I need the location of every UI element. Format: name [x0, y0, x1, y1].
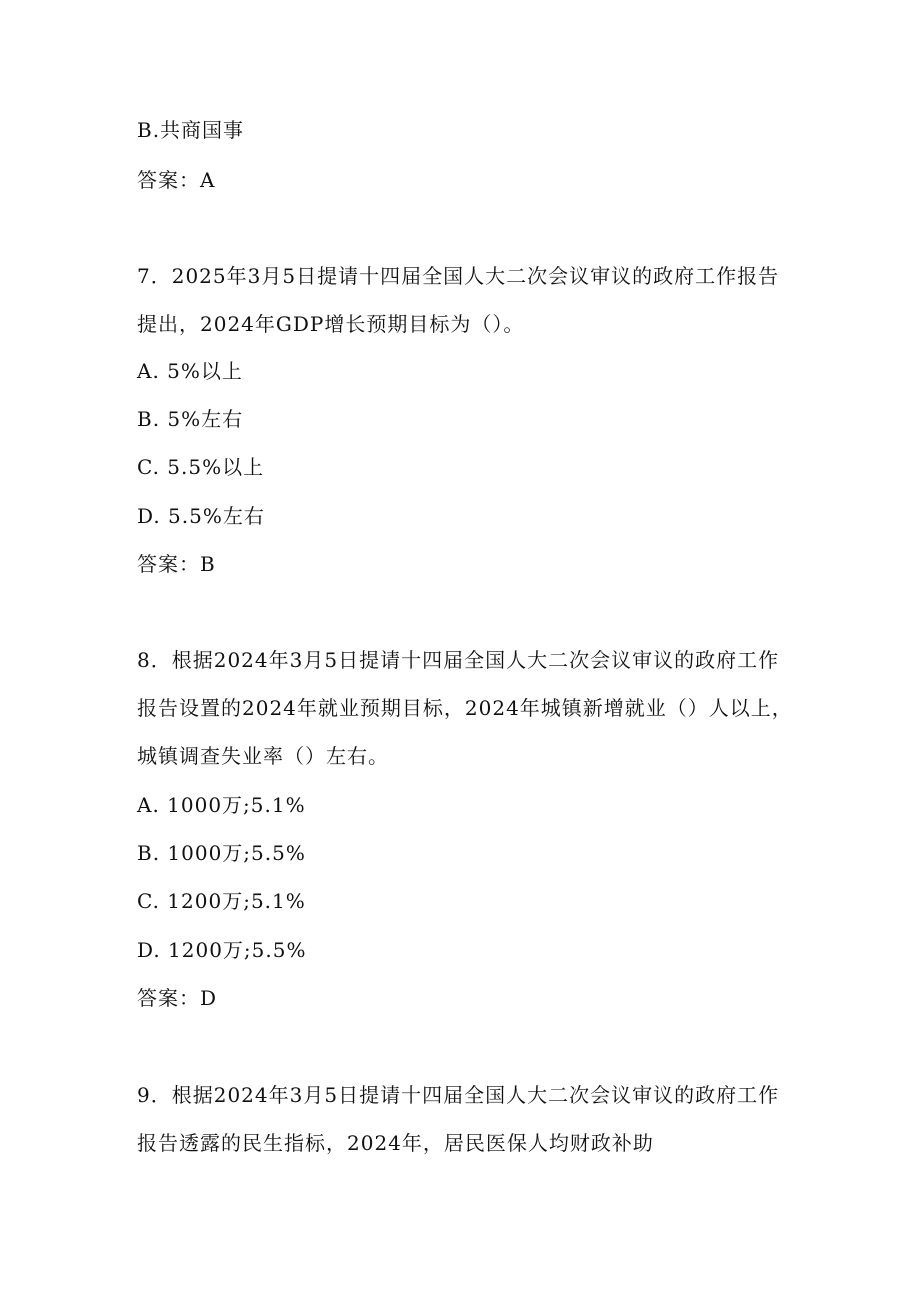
- q8-stem-line1: 8．根据2024年3月5日提请十四届全国人大二次会议审议的政府工作: [137, 648, 780, 672]
- q8-stem-line2: 报告设置的2024年就业预期目标，2024年城镇新增就业（）人以上，: [137, 696, 793, 720]
- q7-stem-line2: 提出，2024年GDP增长预期目标为（）。: [137, 312, 525, 336]
- q7-option-d: D. 5.5%左右: [137, 504, 265, 528]
- q8-stem-line3: 城镇调查失业率（）左右。: [137, 744, 389, 768]
- q9-stem-line1: 9．根据2024年3月5日提请十四届全国人大二次会议审议的政府工作: [137, 1083, 780, 1107]
- q8-option-d: D. 1200万;5.5%: [137, 938, 307, 962]
- prev-option-b: B.共商国事: [137, 118, 245, 142]
- q8-option-a: A. 1000万;5.1%: [137, 793, 306, 817]
- q7-option-b: B. 5%左右: [137, 407, 244, 431]
- q9-stem-line2: 报告透露的民生指标，2024年，居民医保人均财政补助: [137, 1131, 654, 1155]
- q8-option-c: C. 1200万;5.1%: [137, 889, 306, 913]
- prev-answer: 答案：A: [137, 168, 216, 192]
- q7-stem-line1: 7．2025年3月5日提请十四届全国人大二次会议审议的政府工作报告: [137, 264, 780, 288]
- q8-answer: 答案：D: [137, 986, 218, 1010]
- q7-answer: 答案：B: [137, 552, 216, 576]
- q7-option-a: A. 5%以上: [137, 359, 243, 383]
- q8-option-b: B. 1000万;5.5%: [137, 841, 306, 865]
- q7-option-c: C. 5.5%以上: [137, 455, 265, 479]
